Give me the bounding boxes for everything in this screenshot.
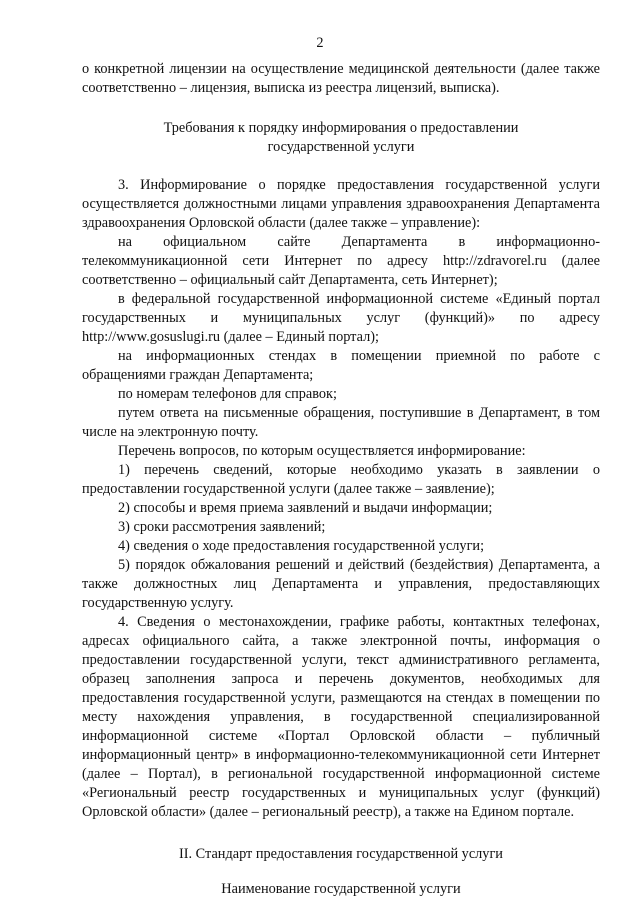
list-item-info-stands: на информационных стендах в помещении приемной по работе с обращениями граждан Департамента; (82, 348, 600, 383)
page-number: 2 (316, 35, 324, 51)
intro-paragraph: о конкретной лицензии на осуществление медицинской деятельности (далее также соответственно – лицензия, выписка из реестра лицензий, выписка). (82, 61, 600, 96)
question-item-5: 5) порядок обжалования решений и действий (бездействия) Департамента, а также должностных лиц Департамента и управления, предоставляющих государственную услугу. (82, 557, 600, 611)
question-item-1: 1) перечень сведений, которые необходимо указать в заявлении о предоставлении государственной услуги (далее также – заявление); (82, 462, 600, 497)
heading-line-2: государственной услуги (267, 139, 415, 155)
paragraph-4: 4. Сведения о местонахождении, графике работы, контактных телефонах, адресах официального сайта, а также электронной почты, информация о предоставлении государственной услуги, текст административного регламента, образец заполнения запроса и перечень документов, необходимых для предоставления государственной услуги, размещаются на стендах в помещении по месту нахождения управления, в государственной специализированной информационной системе «Портал Орловской области – публичный информационный центр» в информационно-телекоммуникационной сети Интернет (далее – Портал), в региональной государственной информационной системе «Региональный реестр государственных и муниципальных услуг (функций) Орловской области» (далее – региональный реестр), а также на Едином портале. (82, 614, 600, 820)
section-heading-standard: II. Стандарт предоставления государственной услуги (179, 846, 503, 862)
question-item-4: 4) сведения о ходе предоставления государственной услуги; (118, 538, 485, 554)
list-item-unified-portal: в федеральной государственной информационной системе «Единый портал государственных и муниципальных услуг (функций)» по адресу http://www.gosuslugi.ru (далее – Единый портал); (82, 291, 600, 345)
heading-line-1: Требования к порядку информирования о предоставлении (163, 120, 519, 136)
paragraph-3: 3. Информирование о порядке предоставления государственной услуги осуществляется должностными лицами управления здравоохранения Департамента здравоохранения Орловской области (далее также – управление): (82, 177, 600, 231)
question-item-3: 3) сроки рассмотрения заявлений; (118, 519, 326, 535)
subsection-heading-service-name: Наименование государственной услуги (221, 881, 461, 897)
question-item-2: 2) способы и время приема заявлений и выдачи информации; (118, 500, 493, 516)
list-item-written-requests: путем ответа на письменные обращения, поступившие в Департамент, в том числе на электронную почту. (82, 405, 600, 440)
list-item-official-site: на официальном сайте Департамента в информационно-телекоммуникационной сети Интернет по адресу http://zdravorel.ru (далее соответственно – официальный сайт Департамента, сеть Интернет); (82, 234, 600, 288)
questions-list-intro: Перечень вопросов, по которым осуществляется информирование: (118, 443, 526, 459)
document-body (82, 60, 600, 899)
heading-informing-requirements (82, 119, 600, 157)
list-item-phones: по номерам телефонов для справок; (118, 386, 337, 402)
